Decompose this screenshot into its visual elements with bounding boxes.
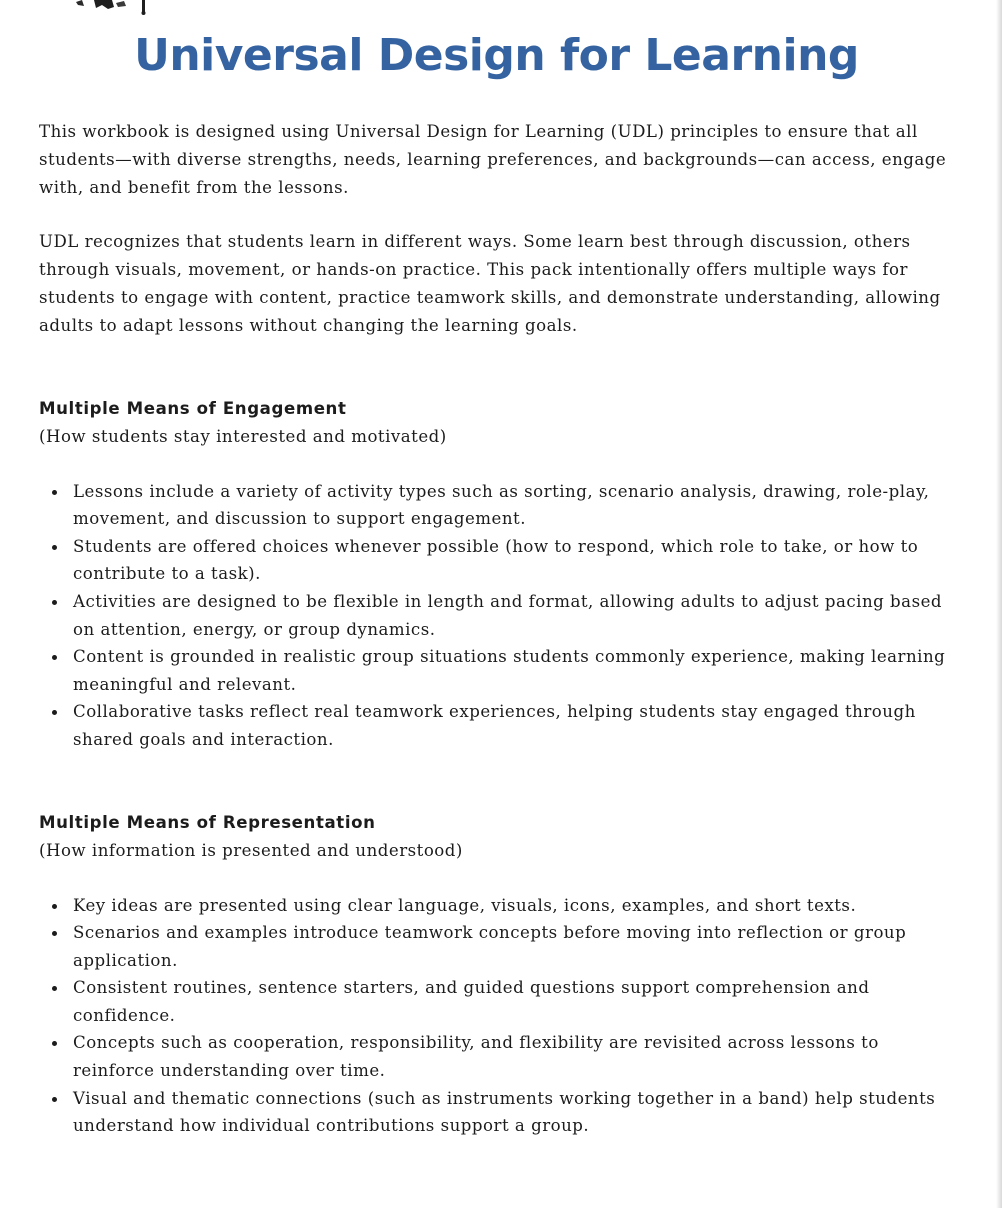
list-item (73, 974, 954, 1029)
list-item-text: Consistent routines, sentence starters, and guided questions support comprehension and confidence. (73, 978, 870, 1025)
list-item (73, 1085, 954, 1140)
page-title: Universal Design for Learning (134, 30, 859, 81)
bullet-icon (52, 655, 57, 660)
list-item-text: Content is grounded in realistic group situations students commonly experience, making learning meaningful and relevant. (73, 647, 946, 694)
list-item (73, 643, 954, 698)
list-item (73, 533, 954, 588)
bullet-list-engagement (39, 478, 954, 754)
section-heading-engagement: Multiple Means of Engagement (39, 398, 347, 418)
list-item (73, 1029, 954, 1084)
list-item (73, 892, 954, 920)
list-item-text: Lessons include a variety of activity types such as sorting, scenario analysis, drawing, role-play, movement, and discussion to support engagement. (73, 481, 930, 529)
list-item (73, 698, 954, 753)
section-subheading-engagement: (How students stay interested and motivated) (39, 426, 447, 446)
bullet-icon (52, 1097, 57, 1102)
bullet-icon (52, 710, 57, 715)
list-item-text: Students are offered choices whenever possible (how to respond, which role to take, or how to contribute to a task). (73, 536, 919, 584)
list-item-text: Collaborative tasks reflect real teamwork experiences, helping students stay engaged through shared goals and interaction. (73, 702, 916, 749)
document-page (39, 0, 954, 1140)
list-item-text: Key ideas are presented using clear language, visuals, icons, examples, and short texts. (73, 895, 857, 915)
intro-paragraph: UDL recognizes that students learn in different ways. Some learn best through discussion, others through visuals, movement, or hands-on practice. This pack intentionally offers multiple ways for students to engage with content, practice teamwork skills, and demonstrate understanding, allowing adults to adapt lessons without changing the learning goals. (39, 232, 941, 335)
bullet-list-representation (39, 892, 954, 1140)
bullet-icon (52, 986, 57, 991)
bullet-icon (52, 490, 57, 495)
bullet-icon (52, 931, 57, 936)
bullet-icon (52, 545, 57, 550)
list-item (73, 478, 954, 533)
list-item-text: Activities are designed to be flexible in length and format, allowing adults to adjust pacing based on attention, energy, or group dynamics. (73, 591, 943, 639)
intro-paragraph: This workbook is designed using Universal Design for Learning (UDL) principles to ensure that all students—with diverse strengths, needs, learning preferences, and backgrounds—can access, engage with, and benefit from the lessons. (39, 122, 947, 197)
section-heading-representation: Multiple Means of Representation (39, 812, 376, 832)
list-item-text: Visual and thematic connections (such as instruments working together in a band) help students understand how individual contributions support a group. (73, 1088, 936, 1136)
list-item-text: Scenarios and examples introduce teamwork concepts before moving into reflection or group application. (73, 923, 907, 970)
section-subheading-representation: (How information is presented and understood) (39, 840, 463, 860)
page-edge-shadow (996, 0, 1002, 1208)
list-item (73, 588, 954, 643)
list-item (73, 919, 954, 974)
bullet-icon (52, 1041, 57, 1046)
bullet-icon (52, 904, 57, 909)
list-item-text: Concepts such as cooperation, responsibility, and flexibility are revisited across lessons to reinforce understanding over time. (73, 1033, 879, 1081)
bullet-icon (52, 600, 57, 605)
